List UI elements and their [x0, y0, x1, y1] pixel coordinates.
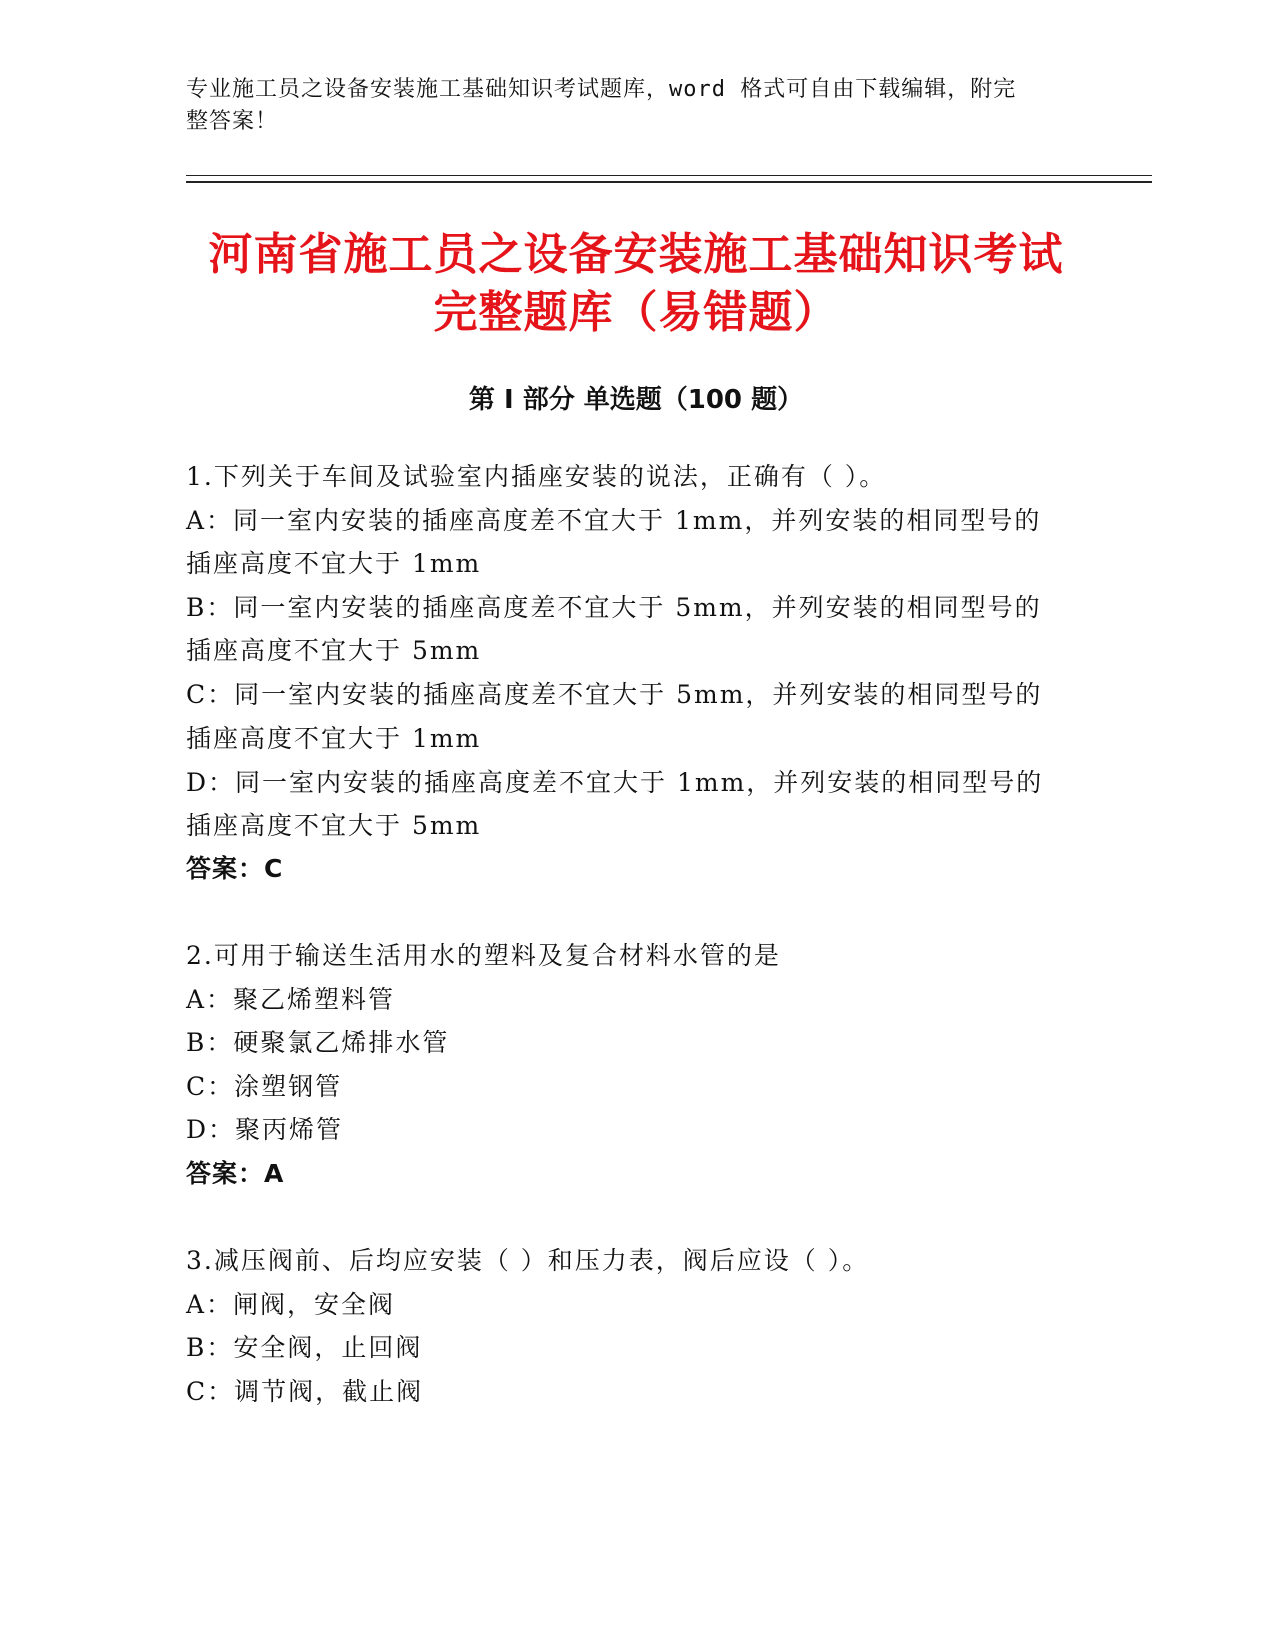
- document-title-line: 河南省施工员之设备安装施工基础知识考试: [208, 229, 1064, 280]
- document-title: [186, 226, 1086, 342]
- option-b: B：同一室内安装的插座高度差不宜大于 5mm，并列安装的相同型号的: [186, 593, 1042, 622]
- question-stem: 1.下列关于车间及试验室内插座安装的说法，正确有（ ）。: [186, 462, 887, 491]
- option-c: C：同一室内安装的插座高度差不宜大于 5mm，并列安装的相同型号的: [186, 680, 1043, 709]
- option-c: C：涂塑钢管: [186, 1072, 343, 1101]
- question-stem: 2.可用于输送生活用水的塑料及复合材料水管的是: [186, 941, 781, 970]
- option-c-continued: 插座高度不宜大于 1mm: [186, 724, 482, 753]
- option-d: D：同一室内安装的插座高度差不宜大于 1mm，并列安装的相同型号的: [186, 768, 1044, 797]
- option-b: B：硬聚氯乙烯排水管: [186, 1028, 450, 1057]
- option-b: B：安全阀，止回阀: [186, 1333, 423, 1362]
- option-a: A：闸阀，安全阀: [186, 1290, 396, 1319]
- option-b-continued: 插座高度不宜大于 5mm: [186, 636, 482, 665]
- option-c: C：调节阀，截止阀: [186, 1377, 424, 1406]
- section-heading: 第 I 部分 单选题（100 题）: [468, 385, 804, 415]
- option-a: A：同一室内安装的插座高度差不宜大于 1mm，并列安装的相同型号的: [186, 506, 1042, 535]
- header-divider-thick: [186, 181, 1152, 183]
- option-d-continued: 插座高度不宜大于 5mm: [186, 811, 482, 840]
- option-a: A：聚乙烯塑料管: [186, 985, 396, 1014]
- header-note-line: 专业施工员之设备安装施工基础知识考试题库，word 格式可自由下载编辑，附完: [186, 77, 1017, 102]
- header-divider-thin: [186, 175, 1152, 176]
- header-note-line: 整答案！: [186, 109, 279, 134]
- option-a-continued: 插座高度不宜大于 1mm: [186, 549, 482, 578]
- answer-label: 答案：A: [186, 1159, 285, 1188]
- option-d: D：聚丙烯管: [186, 1115, 344, 1144]
- answer-label: 答案：C: [186, 854, 284, 883]
- question-stem: 3.减压阀前、后均应安装（ ）和压力表，阀后应设（ ）。: [186, 1246, 870, 1275]
- document-title-line: 完整题库（易错题）: [433, 287, 839, 338]
- header-note: [186, 74, 1066, 138]
